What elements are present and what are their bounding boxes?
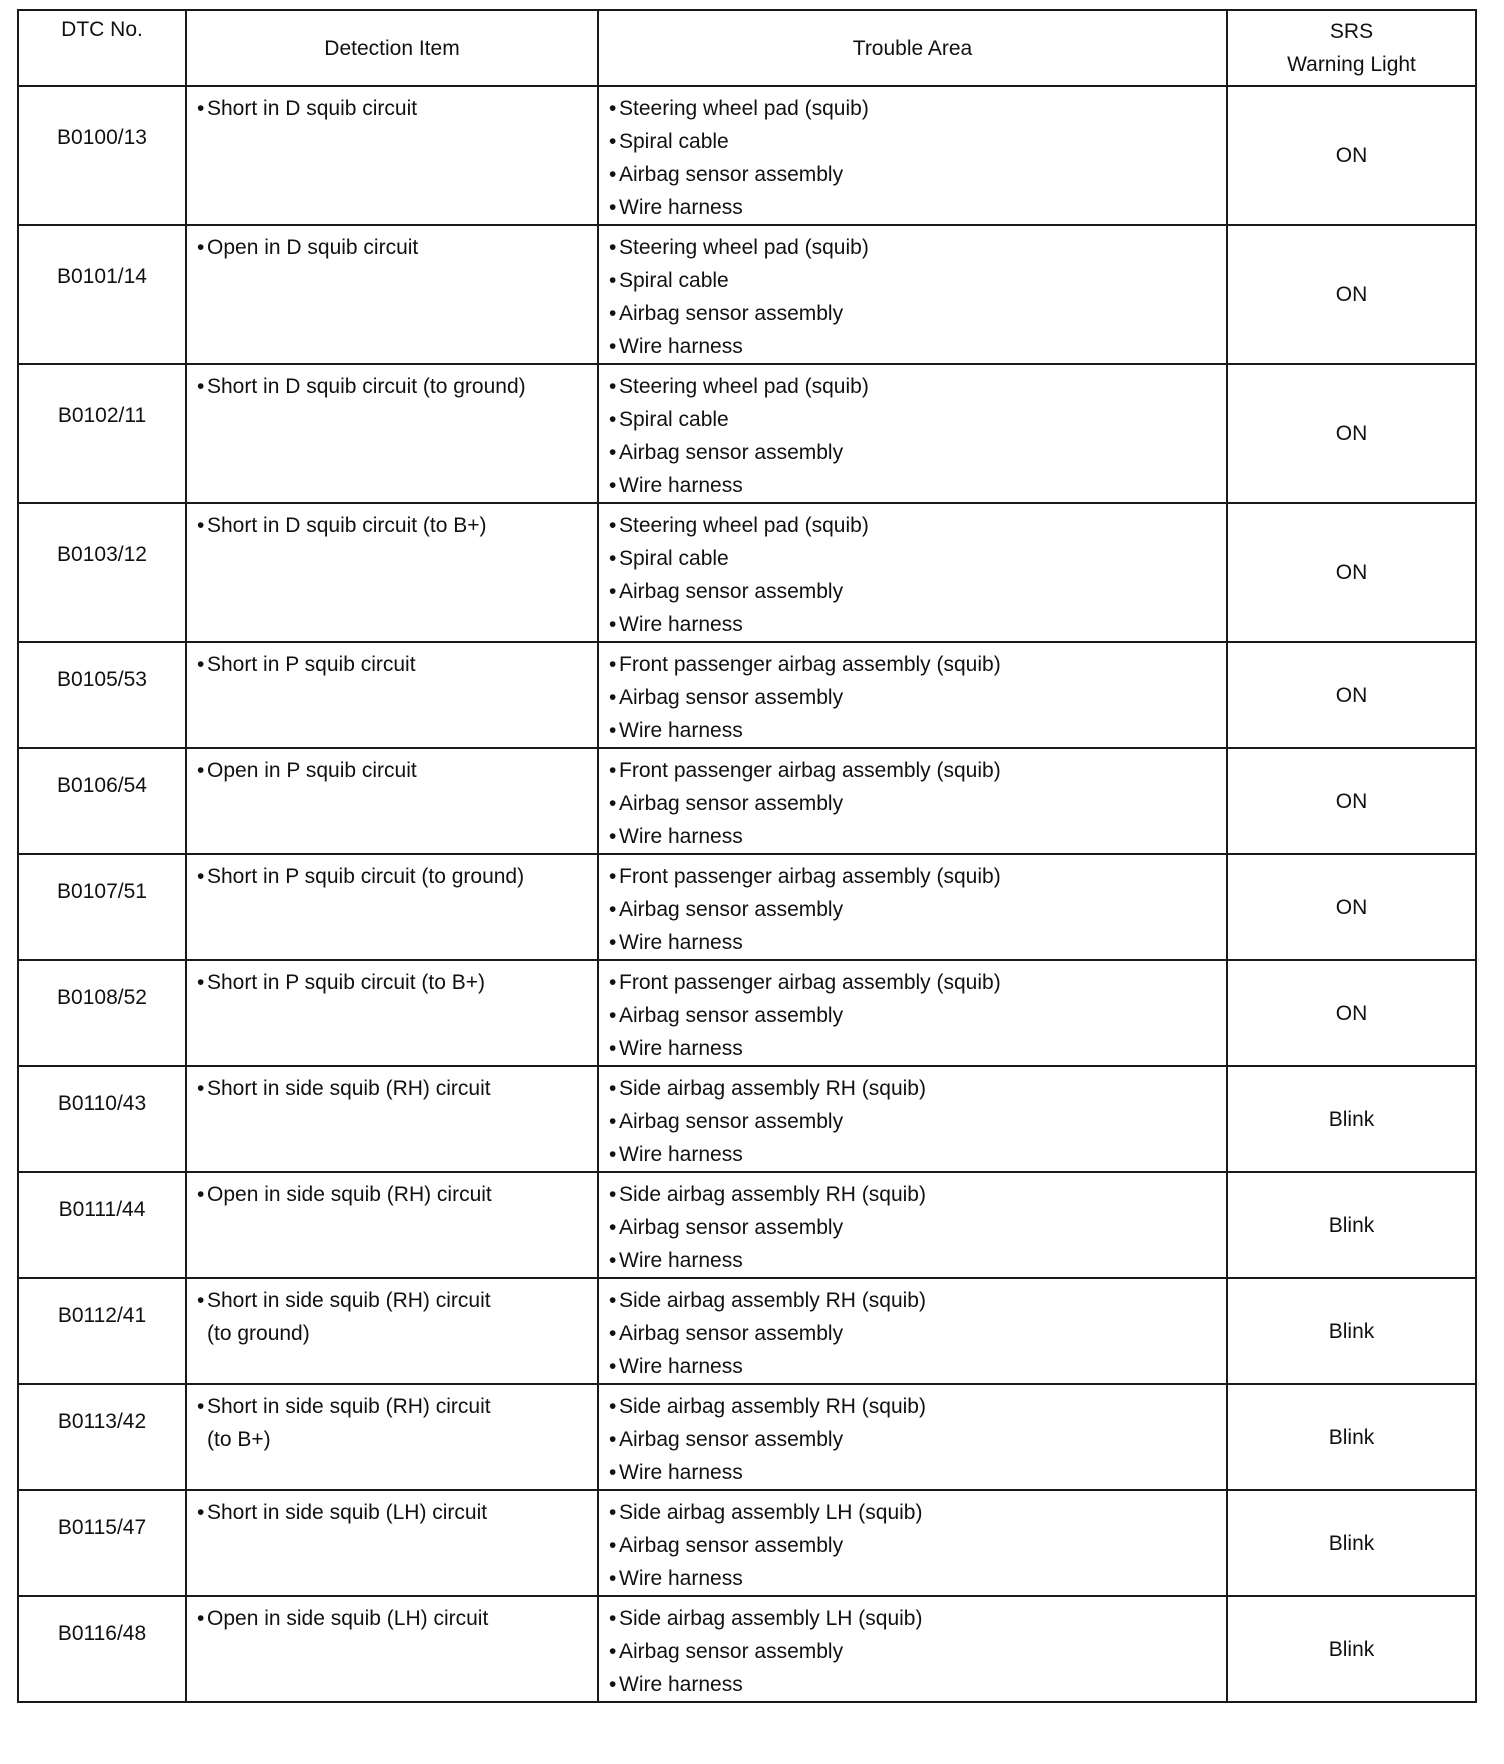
- trouble-area-text: Airbag sensor assembly: [619, 1534, 844, 1557]
- trouble-area-text: Wire harness: [619, 931, 743, 954]
- table-header-row: [18, 10, 1476, 86]
- bullet-icon: •: [609, 1428, 617, 1451]
- bullet-icon: •: [609, 163, 617, 186]
- trouble-area-text: Airbag sensor assembly: [619, 1004, 844, 1027]
- trouble-area-text: Wire harness: [619, 474, 743, 497]
- trouble-area-item: [609, 893, 1226, 926]
- srs-warning-light-status: Blink: [1328, 1637, 1375, 1661]
- detection-item-cell: [186, 1278, 598, 1384]
- dtc-code-cell: [18, 1384, 186, 1490]
- trouble-area-item: [609, 509, 1226, 542]
- trouble-area-cell: [598, 1384, 1227, 1490]
- bullet-icon: •: [197, 97, 205, 120]
- srs-warning-light-cell: [1227, 642, 1476, 748]
- bullet-icon: •: [197, 1501, 205, 1524]
- trouble-area-text: Wire harness: [619, 825, 743, 848]
- bullet-icon: •: [609, 1567, 617, 1590]
- trouble-area-item: [609, 608, 1226, 641]
- srs-warning-light-cell: [1227, 1278, 1476, 1384]
- srs-warning-light-status: ON: [1335, 789, 1368, 813]
- bullet-icon: •: [609, 865, 617, 888]
- trouble-area-item: [609, 1562, 1226, 1595]
- detection-item-text: Open in D squib circuit: [207, 236, 419, 259]
- trouble-area-item: [609, 1496, 1226, 1529]
- dtc-code: B0113/42: [57, 1410, 147, 1433]
- detection-item-continuation: (to ground): [207, 1322, 310, 1345]
- trouble-area-item: [609, 436, 1226, 469]
- bullet-icon: •: [609, 898, 617, 921]
- dtc-code-cell: [18, 1596, 186, 1702]
- trouble-area-cell: [598, 503, 1227, 642]
- bullet-icon: •: [609, 719, 617, 742]
- trouble-area-cell: [598, 1490, 1227, 1596]
- table-row: [18, 642, 1476, 748]
- dtc-code: B0111/44: [58, 1198, 146, 1221]
- trouble-area-text: Spiral cable: [619, 130, 729, 153]
- bullet-icon: •: [609, 1143, 617, 1166]
- bullet-icon: •: [609, 1216, 617, 1239]
- bullet-icon: •: [609, 1395, 617, 1418]
- trouble-area-text: Airbag sensor assembly: [619, 302, 844, 325]
- trouble-area-text: Side airbag assembly RH (squib): [619, 1183, 926, 1206]
- trouble-area-item: [609, 1105, 1226, 1138]
- detection-item-text: Open in side squib (RH) circuit: [207, 1183, 492, 1206]
- trouble-area-item: [609, 999, 1226, 1032]
- table-row: [18, 748, 1476, 854]
- detection-item-text: Short in side squib (RH) circuit: [207, 1077, 491, 1100]
- trouble-area-item: [609, 1390, 1226, 1423]
- detection-item-cell: [186, 1490, 598, 1596]
- trouble-area-text: Wire harness: [619, 1673, 743, 1696]
- trouble-area-text: Spiral cable: [619, 269, 729, 292]
- detection-item: [197, 1072, 597, 1105]
- detection-item: [197, 860, 597, 893]
- dtc-code: B0110/43: [57, 1092, 147, 1115]
- detection-item-cell: [186, 642, 598, 748]
- trouble-area-item: [609, 1178, 1226, 1211]
- dtc-code-cell: [18, 1490, 186, 1596]
- dtc-code: B0112/41: [57, 1304, 147, 1327]
- detection-item-cell: [186, 1172, 598, 1278]
- bullet-icon: •: [609, 269, 617, 292]
- detection-item: [197, 1496, 597, 1529]
- detection-item: [197, 1602, 597, 1635]
- bullet-icon: •: [609, 130, 617, 153]
- bullet-icon: •: [609, 653, 617, 676]
- trouble-area-item: [609, 714, 1226, 747]
- srs-warning-light-status: ON: [1335, 683, 1368, 707]
- bullet-icon: •: [197, 236, 205, 259]
- trouble-area-text: Wire harness: [619, 613, 743, 636]
- detection-item-text: Short in P squib circuit (to ground): [207, 865, 525, 888]
- trouble-area-cell: [598, 1066, 1227, 1172]
- trouble-area-item: [609, 754, 1226, 787]
- dtc-code-cell: [18, 960, 186, 1066]
- bullet-icon: •: [609, 196, 617, 219]
- trouble-area-item: [609, 1138, 1226, 1171]
- trouble-area-item: [609, 469, 1226, 502]
- dtc-code-cell: [18, 225, 186, 364]
- trouble-area-text: Steering wheel pad (squib): [619, 97, 869, 120]
- detection-item-text: Short in side squib (RH) circuit: [207, 1289, 491, 1312]
- trouble-area-cell: [598, 86, 1227, 225]
- trouble-area-text: Airbag sensor assembly: [619, 580, 844, 603]
- trouble-area-item: [609, 264, 1226, 297]
- trouble-area-cell: [598, 1172, 1227, 1278]
- srs-warning-light-cell: [1227, 1066, 1476, 1172]
- detection-item-text: Open in P squib circuit: [207, 759, 417, 782]
- dtc-code-cell: [18, 364, 186, 503]
- trouble-area-text: Front passenger airbag assembly (squib): [619, 759, 1001, 782]
- trouble-area-text: Front passenger airbag assembly (squib): [619, 971, 1001, 994]
- trouble-area-text: Wire harness: [619, 1249, 743, 1272]
- trouble-area-item: [609, 1284, 1226, 1317]
- srs-warning-light-status: ON: [1335, 422, 1368, 445]
- detection-item: [197, 648, 597, 681]
- trouble-area-text: Airbag sensor assembly: [619, 898, 844, 921]
- trouble-area-item: [609, 787, 1226, 820]
- trouble-area-text: Airbag sensor assembly: [619, 1110, 844, 1133]
- table-row: [18, 1066, 1476, 1172]
- bullet-icon: •: [609, 1355, 617, 1378]
- dtc-code: B0100/13: [57, 126, 147, 149]
- detection-item: [197, 231, 597, 264]
- dtc-code-cell: [18, 1278, 186, 1384]
- dtc-code: B0101/14: [57, 265, 147, 288]
- trouble-area-item: [609, 370, 1226, 403]
- dtc-code: B0108/52: [57, 986, 147, 1009]
- trouble-area-cell: [598, 960, 1227, 1066]
- detection-item: [197, 754, 597, 787]
- bullet-icon: •: [609, 1461, 617, 1484]
- srs-warning-light-cell: [1227, 748, 1476, 854]
- dtc-code-cell: [18, 1172, 186, 1278]
- trouble-area-text: Steering wheel pad (squib): [619, 514, 869, 537]
- bullet-icon: •: [609, 971, 617, 994]
- bullet-icon: •: [609, 1077, 617, 1100]
- srs-warning-light-status: Blink: [1328, 1213, 1375, 1237]
- dtc-code-cell: [18, 86, 186, 225]
- trouble-area-text: Wire harness: [619, 1461, 743, 1484]
- detection-item-text: Short in D squib circuit (to B+): [207, 514, 487, 537]
- trouble-area-text: Steering wheel pad (squib): [619, 375, 869, 398]
- dtc-code-cell: [18, 503, 186, 642]
- srs-warning-light-status: ON: [1335, 283, 1368, 306]
- srs-warning-light-cell: [1227, 225, 1476, 364]
- trouble-area-text: Airbag sensor assembly: [619, 1322, 844, 1345]
- dtc-code: B0106/54: [57, 774, 147, 797]
- trouble-area-text: Airbag sensor assembly: [619, 441, 844, 464]
- detection-item-text: Short in D squib circuit: [207, 97, 418, 120]
- bullet-icon: •: [197, 865, 205, 888]
- header-dtc-no: DTC No.: [18, 10, 186, 86]
- bullet-icon: •: [609, 1110, 617, 1133]
- detection-item: [197, 370, 597, 403]
- trouble-area-text: Spiral cable: [619, 547, 729, 570]
- bullet-icon: •: [197, 971, 205, 994]
- dtc-code: B0105/53: [57, 668, 147, 691]
- dtc-code-cell: [18, 854, 186, 960]
- trouble-area-item: [609, 125, 1226, 158]
- dtc-code: B0102/11: [57, 404, 147, 427]
- table-row: [18, 1490, 1476, 1596]
- srs-warning-light-cell: [1227, 503, 1476, 642]
- trouble-area-text: Side airbag assembly LH (squib): [619, 1607, 923, 1630]
- trouble-area-item: [609, 1456, 1226, 1489]
- trouble-area-item: [609, 158, 1226, 191]
- trouble-area-cell: [598, 854, 1227, 960]
- detection-item-cell: [186, 748, 598, 854]
- dtc-code: B0107/51: [57, 880, 147, 903]
- bullet-icon: •: [197, 1607, 205, 1630]
- trouble-area-cell: [598, 1278, 1227, 1384]
- trouble-area-text: Wire harness: [619, 1567, 743, 1590]
- detection-item: [197, 1390, 597, 1423]
- trouble-area-item: [609, 681, 1226, 714]
- table-row: [18, 854, 1476, 960]
- bullet-icon: •: [609, 580, 617, 603]
- trouble-area-text: Wire harness: [619, 335, 743, 358]
- bullet-icon: •: [609, 441, 617, 464]
- trouble-area-item: [609, 1668, 1226, 1701]
- bullet-icon: •: [609, 825, 617, 848]
- table-row: [18, 225, 1476, 364]
- srs-warning-light-cell: [1227, 854, 1476, 960]
- bullet-icon: •: [609, 1289, 617, 1312]
- table-row: [18, 1172, 1476, 1278]
- trouble-area-text: Wire harness: [619, 1037, 743, 1060]
- detection-item: [197, 509, 597, 542]
- bullet-icon: •: [197, 1183, 205, 1206]
- detection-item-cell: [186, 854, 598, 960]
- srs-warning-light-status: ON: [1335, 895, 1368, 919]
- bullet-icon: •: [197, 1395, 205, 1418]
- trouble-area-text: Airbag sensor assembly: [619, 1640, 844, 1663]
- table-row: [18, 364, 1476, 503]
- trouble-area-item: [609, 575, 1226, 608]
- srs-warning-light-cell: [1227, 1596, 1476, 1702]
- detection-item-cell: [186, 1066, 598, 1172]
- trouble-area-item: [609, 1350, 1226, 1383]
- trouble-area-cell: [598, 225, 1227, 364]
- trouble-area-text: Airbag sensor assembly: [619, 686, 844, 709]
- detection-item-cell: [186, 1596, 598, 1702]
- bullet-icon: •: [609, 474, 617, 497]
- bullet-icon: •: [609, 375, 617, 398]
- header-detection-item: Detection Item: [186, 10, 598, 86]
- trouble-area-text: Front passenger airbag assembly (squib): [619, 653, 1001, 676]
- table-row: [18, 1384, 1476, 1490]
- bullet-icon: •: [609, 1640, 617, 1663]
- detection-item-cell: [186, 503, 598, 642]
- bullet-icon: •: [197, 1077, 205, 1100]
- trouble-area-text: Airbag sensor assembly: [619, 792, 844, 815]
- dtc-code: B0103/12: [57, 543, 147, 566]
- dtc-code-cell: [18, 642, 186, 748]
- bullet-icon: •: [609, 792, 617, 815]
- trouble-area-item: [609, 860, 1226, 893]
- bullet-icon: •: [609, 1249, 617, 1272]
- detection-item: [197, 1178, 597, 1211]
- trouble-area-text: Spiral cable: [619, 408, 729, 431]
- trouble-area-item: [609, 191, 1226, 224]
- bullet-icon: •: [197, 653, 205, 676]
- detection-item-cell: [186, 225, 598, 364]
- trouble-area-item: [609, 1072, 1226, 1105]
- trouble-area-item: [609, 403, 1226, 436]
- srs-warning-light-status: Blink: [1328, 1531, 1375, 1555]
- trouble-area-item: [609, 231, 1226, 264]
- trouble-area-text: Wire harness: [619, 719, 743, 742]
- bullet-icon: •: [609, 1501, 617, 1524]
- trouble-area-item: [609, 1032, 1226, 1065]
- detection-item-text: Short in D squib circuit (to ground): [207, 375, 526, 398]
- bullet-icon: •: [609, 408, 617, 431]
- bullet-icon: •: [609, 1534, 617, 1557]
- detection-item: [197, 1284, 597, 1317]
- trouble-area-cell: [598, 642, 1227, 748]
- srs-warning-light-cell: [1227, 1172, 1476, 1278]
- table-row: [18, 503, 1476, 642]
- bullet-icon: •: [609, 1037, 617, 1060]
- srs-warning-light-cell: [1227, 1490, 1476, 1596]
- bullet-icon: •: [609, 686, 617, 709]
- bullet-icon: •: [609, 547, 617, 570]
- bullet-icon: •: [197, 1289, 205, 1312]
- srs-warning-light-status: Blink: [1328, 1319, 1375, 1343]
- dtc-code: B0116/48: [57, 1622, 147, 1645]
- bullet-icon: •: [609, 1322, 617, 1345]
- trouble-area-text: Side airbag assembly LH (squib): [619, 1501, 923, 1524]
- bullet-icon: •: [609, 931, 617, 954]
- srs-warning-light-status: ON: [1335, 144, 1368, 167]
- bullet-icon: •: [197, 759, 205, 782]
- dtc-code-cell: [18, 1066, 186, 1172]
- srs-warning-light-cell: [1227, 1384, 1476, 1490]
- detection-item-cell: [186, 1384, 598, 1490]
- trouble-area-item: [609, 330, 1226, 363]
- srs-warning-light-cell: [1227, 960, 1476, 1066]
- trouble-area-item: [609, 1602, 1226, 1635]
- header-warning-light-line: Warning Light: [1287, 53, 1416, 76]
- trouble-area-cell: [598, 1596, 1227, 1702]
- detection-item-text: Open in side squib (LH) circuit: [207, 1607, 489, 1630]
- detection-item-cell: [186, 364, 598, 503]
- detection-item-continuation: (to B+): [207, 1428, 271, 1451]
- bullet-icon: •: [609, 302, 617, 325]
- trouble-area-text: Airbag sensor assembly: [619, 1216, 844, 1239]
- trouble-area-text: Wire harness: [619, 196, 743, 219]
- trouble-area-text: Front passenger airbag assembly (squib): [619, 865, 1001, 888]
- trouble-area-item: [609, 820, 1226, 853]
- dtc-code-cell: [18, 748, 186, 854]
- trouble-area-item: [609, 1211, 1226, 1244]
- trouble-area-item: [609, 926, 1226, 959]
- bullet-icon: •: [609, 613, 617, 636]
- trouble-area-item: [609, 1529, 1226, 1562]
- detection-item-text: Short in P squib circuit: [207, 653, 416, 676]
- trouble-area-text: Steering wheel pad (squib): [619, 236, 869, 259]
- table-row: [18, 1278, 1476, 1384]
- srs-warning-light-cell: [1227, 86, 1476, 225]
- trouble-area-item: [609, 1423, 1226, 1456]
- trouble-area-item: [609, 648, 1226, 681]
- srs-warning-light-status: Blink: [1328, 1425, 1375, 1449]
- header-srs-line: SRS: [1329, 20, 1374, 43]
- srs-warning-light-status: Blink: [1328, 1107, 1375, 1131]
- table-row: [18, 960, 1476, 1066]
- bullet-icon: •: [609, 514, 617, 537]
- header-trouble-area: Trouble Area: [598, 10, 1227, 86]
- trouble-area-text: Airbag sensor assembly: [619, 1428, 844, 1451]
- trouble-area-item: [609, 1244, 1226, 1277]
- trouble-area-item: [609, 1317, 1226, 1350]
- detection-item-text: Short in side squib (LH) circuit: [207, 1501, 488, 1524]
- bullet-icon: •: [609, 1183, 617, 1206]
- srs-warning-light-status: ON: [1335, 561, 1368, 584]
- bullet-icon: •: [609, 759, 617, 782]
- table-row: [18, 1596, 1476, 1702]
- trouble-area-text: Wire harness: [619, 1143, 743, 1166]
- dtc-table: [17, 9, 1477, 1703]
- detection-item: [197, 92, 597, 125]
- trouble-area-item: [609, 92, 1226, 125]
- bullet-icon: •: [609, 335, 617, 358]
- detection-item-text: Short in side squib (RH) circuit: [207, 1395, 491, 1418]
- srs-warning-light-cell: [1227, 364, 1476, 503]
- detection-item-text: Short in P squib circuit (to B+): [207, 971, 485, 994]
- trouble-area-text: Side airbag assembly RH (squib): [619, 1077, 926, 1100]
- srs-warning-light-status: ON: [1335, 1001, 1368, 1025]
- detection-item: [197, 966, 597, 999]
- trouble-area-cell: [598, 364, 1227, 503]
- bullet-icon: •: [197, 375, 205, 398]
- table-row: [18, 86, 1476, 225]
- trouble-area-text: Wire harness: [619, 1355, 743, 1378]
- table-body: [18, 86, 1476, 1702]
- trouble-area-item: [609, 542, 1226, 575]
- trouble-area-item: [609, 1635, 1226, 1668]
- detection-item-cell: [186, 86, 598, 225]
- header-srs-warning-light: [1227, 10, 1476, 86]
- trouble-area-cell: [598, 748, 1227, 854]
- bullet-icon: •: [609, 236, 617, 259]
- bullet-icon: •: [609, 1607, 617, 1630]
- bullet-icon: •: [197, 514, 205, 537]
- bullet-icon: •: [609, 1004, 617, 1027]
- dtc-code: B0115/47: [57, 1516, 147, 1539]
- trouble-area-item: [609, 297, 1226, 330]
- bullet-icon: •: [609, 97, 617, 120]
- trouble-area-text: Side airbag assembly RH (squib): [619, 1395, 926, 1418]
- trouble-area-item: [609, 966, 1226, 999]
- trouble-area-text: Airbag sensor assembly: [619, 163, 844, 186]
- detection-item-cell: [186, 960, 598, 1066]
- bullet-icon: •: [609, 1673, 617, 1696]
- trouble-area-text: Side airbag assembly RH (squib): [619, 1289, 926, 1312]
